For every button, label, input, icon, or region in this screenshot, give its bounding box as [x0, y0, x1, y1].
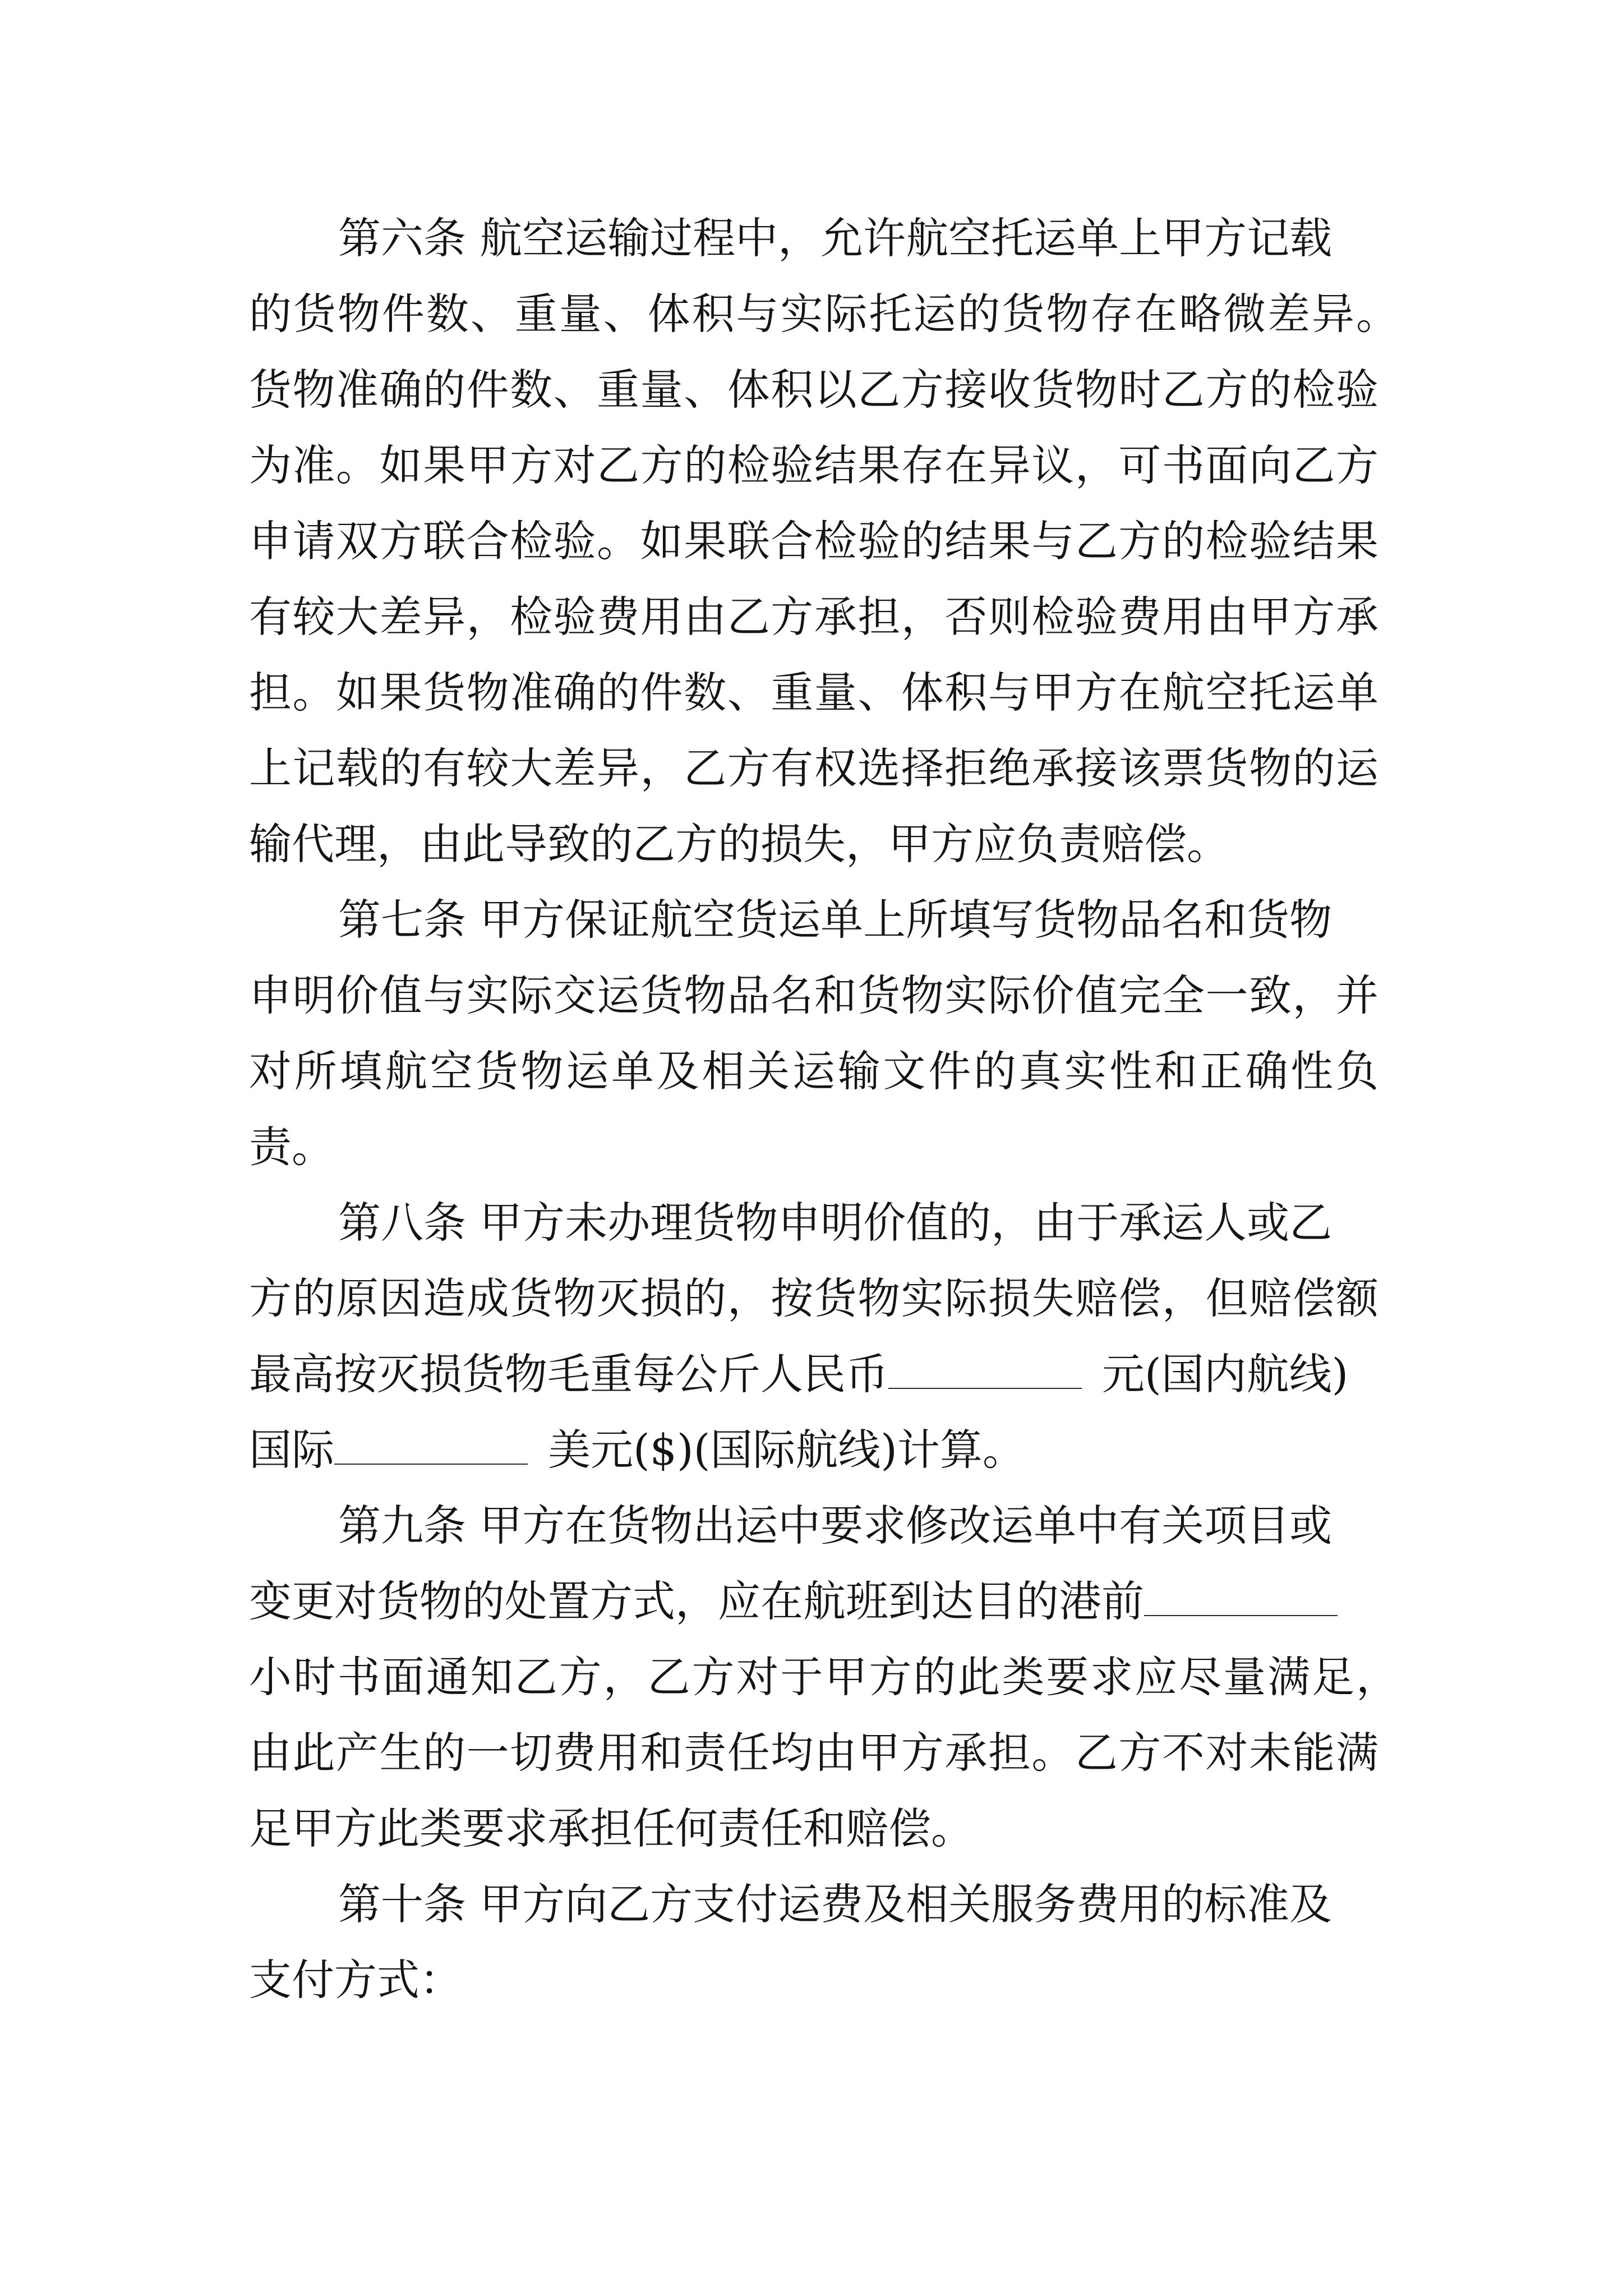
text-line: 申明价值与实际交运货物品名和货物实际价值完全一致，并 — [249, 970, 1378, 1020]
text-line: 第十条 甲方向乙方支付运费及相关服务费用的标准及 — [338, 1879, 1332, 1929]
text-line: 方的原因造成货物灭损的，按货物实际损失赔偿，但赔偿额 — [249, 1273, 1378, 1323]
text-line: 第七条 甲方保证航空货运单上所填写货物品名和货物 — [338, 895, 1332, 945]
blank-fill-line — [1144, 1575, 1338, 1616]
text-line — [249, 1571, 1338, 1632]
blank-fill-line — [334, 1423, 528, 1465]
text-line: 第六条 航空运输过程中，允许航空托运单上甲方记载 — [338, 213, 1332, 263]
text-line: 第九条 甲方在货物出运中要求修改运单中有关项目或 — [338, 1501, 1332, 1550]
text-line: 货物准确的件数、重量、体积以乙方接收货物时乙方的检验 — [249, 365, 1378, 415]
text-line: 责。 — [249, 1122, 334, 1172]
text-line: 小时书面通知乙方，乙方对于甲方的此类要求应尽量满足， — [249, 1652, 1399, 1702]
text-line: 申请双方联合检验。如果联合检验的结果与乙方的检验结果 — [249, 516, 1378, 566]
text-line — [249, 1343, 1348, 1405]
text-segment: 元(国内航线) — [1102, 1349, 1349, 1399]
text-line: 支付方式： — [249, 1955, 462, 2005]
text-line: 有较大差异，检验费用由乙方承担，否则检验费用由甲方承 — [249, 592, 1378, 642]
text-line: 由此产生的一切费用和责任均由甲方承担。乙方不对未能满 — [249, 1728, 1378, 1778]
text-line — [249, 1419, 1025, 1481]
text-line: 为准。如果甲方对乙方的检验结果存在异议，可书面向乙方 — [249, 440, 1378, 490]
text-segment: 国际 — [249, 1425, 334, 1475]
text-line: 输代理，由此导致的乙方的损失，甲方应负责赔偿。 — [249, 819, 1229, 869]
text-line: 第八条 甲方未办理货物申明价值的，由于承运人或乙 — [338, 1198, 1332, 1248]
text-segment: 美元($)(国际航线)计算。 — [548, 1425, 1025, 1475]
blank-fill-line — [888, 1347, 1082, 1389]
text-segment: 最高按灭损货物毛重每公斤人民币 — [249, 1349, 888, 1399]
text-segment: 变更对货物的处置方式，应在航班到达目的港前 — [249, 1576, 1144, 1626]
text-line: 对所填航空货物运单及相关运输文件的真实性和正确性负 — [249, 1046, 1378, 1096]
text-line: 的货物件数、重量、体积与实际托运的货物存在略微差异。 — [249, 289, 1399, 339]
text-line: 足甲方此类要求承担任何责任和赔偿。 — [249, 1803, 974, 1853]
text-line: 上记载的有较大差异，乙方有权选择拒绝承接该票货物的运 — [249, 743, 1378, 793]
text-line: 担。如果货物准确的件数、重量、体积与甲方在航空托运单 — [249, 668, 1378, 717]
